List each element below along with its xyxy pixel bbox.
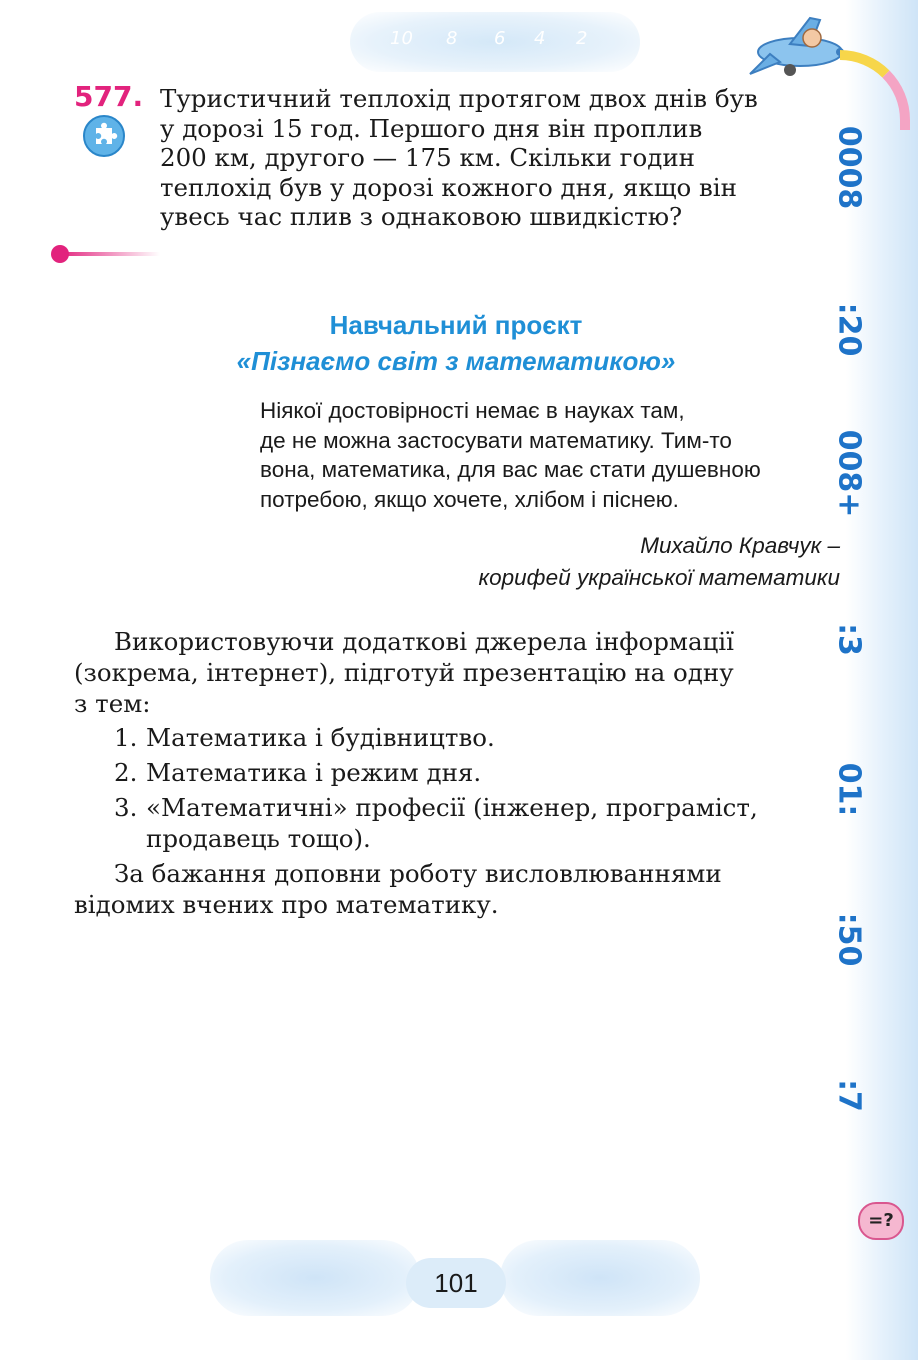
cloud-number: 4 [534, 28, 546, 49]
side-number: :20 [831, 302, 867, 357]
problem-line: теплохід був у дорозі кожного дня, якщо він [160, 172, 737, 202]
side-number: 0008 [831, 125, 867, 210]
quote-line: потребою, якщо хочете, хлібом і піснею. [260, 486, 679, 512]
problem-text [160, 84, 840, 232]
puzzle-icon [82, 114, 126, 158]
list-item-number: 1. [114, 723, 138, 752]
problem-line: увесь час плив з однаковою швидкістю? [160, 202, 683, 231]
quote-line: вона, математика, для вас має стати душевною [260, 457, 761, 482]
page-number: 101 [406, 1258, 506, 1308]
problem-line: Туристичний теплохід протягом двох днів був [160, 84, 758, 113]
cloud-number: 6 [494, 28, 506, 49]
project-title: Навчальний проєкт [329, 310, 583, 340]
bottom-cloud-decor [210, 1240, 420, 1316]
cloud-number: 8 [446, 28, 458, 49]
list-item-number: 3. [114, 793, 138, 822]
task-outro [74, 858, 839, 920]
list-item [114, 792, 839, 854]
task-intro [74, 626, 839, 719]
cloud-number: 10 [390, 28, 413, 49]
list-item [114, 757, 839, 788]
task-intro-line: (зокрема, інтернет), підготуй презентацію на одну [74, 658, 734, 687]
side-number: 01: [831, 762, 867, 817]
quote-line: де не можна застосувати математику. Тим-то [260, 427, 732, 453]
side-number: :3 [831, 623, 867, 656]
task-outro-line: відомих вчених про математику. [74, 890, 499, 919]
list-item-text: Математика і режим дня. [146, 758, 482, 787]
top-cloud-decor [350, 12, 640, 72]
problem-number: 577. [74, 80, 144, 113]
author-description: корифей української математики [478, 565, 840, 590]
side-number: :7 [831, 1079, 867, 1112]
task-intro-line: з тем: [74, 689, 151, 718]
quote-line: Ніякої достовірності немає в науках там, [260, 398, 685, 423]
task-outro-line: За бажання доповни роботу висловлюваннями [114, 859, 722, 888]
quote-author [478, 530, 840, 594]
project-subtitle: «Пізнаємо світ з математикою» [236, 346, 676, 376]
epigraph-quote [260, 396, 860, 514]
bottom-cloud-decor [500, 1240, 700, 1316]
side-number: 008+ [831, 429, 867, 518]
list-item-text-cont: продавець тощо). [146, 824, 371, 853]
airplane-icon [740, 14, 850, 80]
cloud-number: 2 [576, 28, 588, 49]
pink-divider [50, 244, 160, 264]
question-badge-icon: =? [858, 1202, 904, 1240]
problem-line: 200 км, другого — 175 км. Скільки годин [160, 143, 695, 172]
side-number: :50 [831, 912, 867, 967]
author-name: Михайло Кравчук – [640, 533, 840, 558]
list-item-text: «Математичні» професії (інженер, програміст, [146, 793, 758, 822]
task-intro-line: Використовуючи додаткові джерела інформації [114, 627, 734, 656]
problem-line: у дорозі 15 год. Першого дня він проплив [160, 113, 703, 143]
list-item [114, 722, 839, 753]
list-item-text: Математика і будівництво. [146, 723, 495, 752]
list-item-number: 2. [114, 758, 138, 787]
